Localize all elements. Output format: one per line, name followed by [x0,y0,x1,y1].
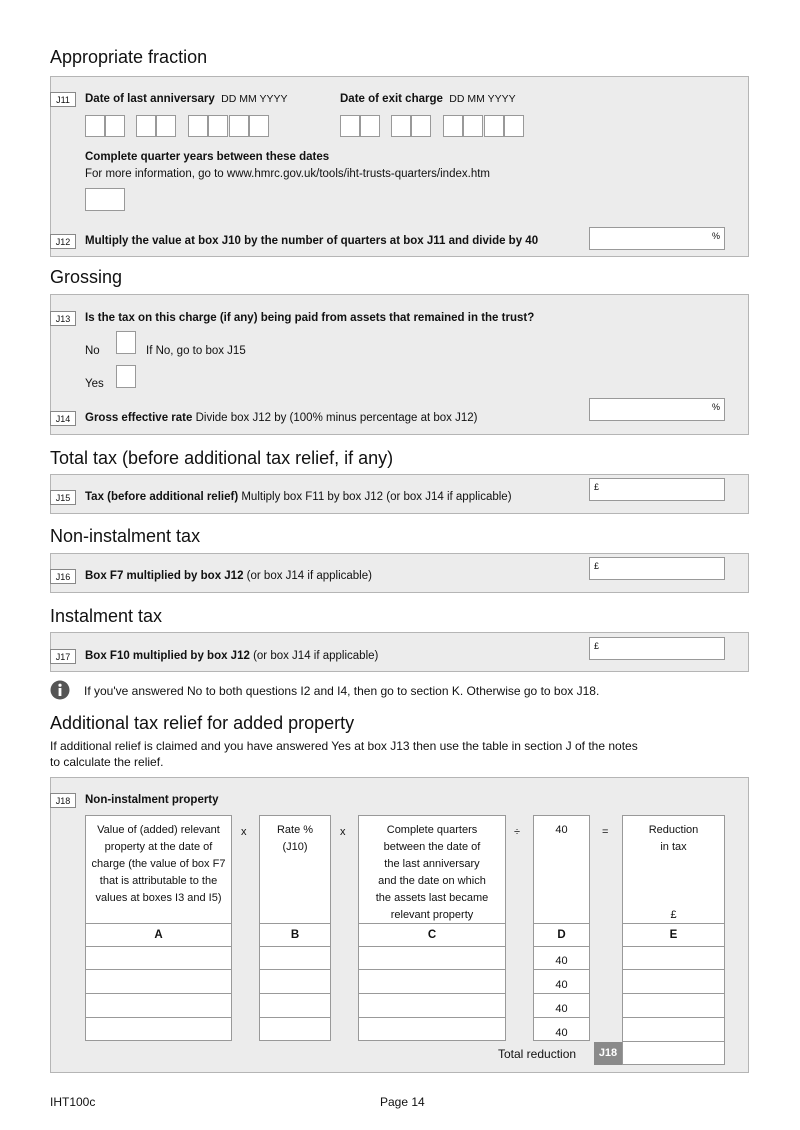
j14-input[interactable] [589,398,725,421]
row-1-input-a[interactable] [86,946,231,968]
exit-charge-month-digit-1[interactable] [391,115,411,137]
column-e-header-line: Reduction [648,824,699,836]
section-heading-total-tax: Total tax (before additional tax relief, if any) [50,448,394,468]
date-format-hint: DD MM YYYY [221,93,288,105]
column-a-header-line: values at boxes I3 and I5) [95,892,222,904]
row-divider [534,993,589,994]
last-anniversary-year-digit-1[interactable] [188,115,208,137]
box-tag-j17: J17 [50,649,76,664]
last-anniversary-year-digit-4[interactable] [249,115,269,137]
box-tag-j16: J16 [50,569,76,584]
last-anniversary-day-digit-2[interactable] [105,115,125,137]
column-b-header-line: Rate % [276,824,314,836]
row-3-input-c[interactable] [359,994,505,1016]
j15-label-rest: Multiply box F11 by box J12 (or box J14 if applicable) [238,491,512,503]
total-reduction-label: Total reduction [498,1047,577,1061]
form-id: IHT100c [50,1095,96,1109]
box-tag-j14: J14 [50,411,76,426]
quarters-input[interactable] [85,188,125,211]
column-e-header [623,822,724,856]
date-last-anniversary-label [85,93,287,105]
date-format-hint: DD MM YYYY [449,93,516,105]
section-heading-appropriate-fraction: Appropriate fraction [50,47,208,67]
j13-no-hint: If No, go to box J15 [146,345,246,357]
column-a-header [86,822,231,907]
section-heading-instalment: Instalment tax [50,606,163,626]
row-divider [534,969,589,970]
j14-label-rest: Divide box J12 by (100% minus percentage at box J12) [192,412,478,424]
j17-input[interactable] [589,637,725,660]
pound-unit: £ [670,909,677,921]
j17-label [85,650,378,662]
box-tag-j15: J15 [50,490,76,505]
column-e-letter: E [623,923,724,947]
equals-operator: = [602,826,609,838]
column-c-header-line: relevant property [390,909,474,921]
j16-input[interactable] [589,557,725,580]
exit-charge-month-digit-2[interactable] [411,115,431,137]
pound-unit: £ [594,561,600,571]
pound-unit: £ [594,482,600,492]
section-heading-additional-relief: Additional tax relief for added property [50,713,355,733]
column-b-header-line: (J10) [282,841,308,853]
quarters-info-text: For more information, go to www.hmrc.gov.uk/tools/iht-trusts-quarters/index.htm [85,168,490,180]
exit-charge-year-digit-2[interactable] [463,115,483,137]
j16-label-bold: Box F7 multiplied by box J12 [85,570,244,582]
column-c-header-line: and the date on which [378,875,486,887]
column-b-letter: B [260,923,330,947]
multiply-operator: x [241,826,247,838]
j14-label [85,412,478,424]
column-a-header-line: property at the date of [104,841,213,853]
column-d-value: 40 [555,1003,568,1015]
j15-label [85,491,512,503]
multiply-operator: x [340,826,346,838]
row-4-input-a[interactable] [86,1018,231,1040]
column-d-value: 40 [555,955,568,967]
column-d-letter: D [534,923,589,947]
row-4-input-b[interactable] [260,1018,330,1040]
j14-label-bold: Gross effective rate [85,412,193,424]
last-anniversary-year-digit-3[interactable] [229,115,249,137]
row-2-input-e[interactable] [623,970,724,992]
row-3-input-a[interactable] [86,994,231,1016]
section-heading-grossing: Grossing [50,267,123,287]
row-1-input-b[interactable] [260,946,330,968]
pound-unit: £ [594,641,600,651]
column-c-header-line: between the date of [383,841,481,853]
box-tag-j12: J12 [50,234,76,249]
last-anniversary-month-digit-2[interactable] [156,115,176,137]
row-3-input-e[interactable] [623,994,724,1016]
total-reduction-input[interactable] [623,1042,724,1064]
j16-label [85,570,372,582]
relief-intro-line-1: If additional relief is claimed and you have answered Yes at box J13 then use the table in section J of the notes [50,739,638,753]
column-a-header-line: that is attributable to the [99,875,218,887]
exit-charge-day-digit-2[interactable] [360,115,380,137]
column-d-value: 40 [555,1027,568,1039]
j13-no-label: No [85,345,100,357]
j16-label-rest: (or box J14 if applicable) [243,570,372,582]
row-3-input-b[interactable] [260,994,330,1016]
date-exit-charge-text: Date of exit charge [340,93,443,105]
exit-charge-year-digit-1[interactable] [443,115,463,137]
j18-title: Non-instalment property [85,794,219,806]
page-number: Page 14 [380,1095,425,1109]
column-e-header-line: in tax [660,841,687,853]
column-c-header-line: the assets last became [375,892,489,904]
column-b-header [260,822,330,856]
box-tag-j13: J13 [50,311,76,326]
j17-label-rest: (or box J14 if applicable) [249,650,379,662]
quarters-label: Complete quarter years between these dates [85,151,330,163]
column-c-header-line: the last anniversary [384,858,480,870]
percent-unit: % [711,231,720,241]
j13-question: Is the tax on this charge (if any) being paid from assets that remained in the trust? [85,312,535,324]
j12-input[interactable] [589,227,725,250]
section-heading-non-instalment: Non-instalment tax [50,526,201,546]
j13-no-checkbox[interactable] [116,331,136,354]
column-a-header-line: Value of (added) relevant [97,824,220,836]
column-c-header-line: Complete quarters [386,824,478,836]
row-1-input-e[interactable] [623,946,724,968]
j13-yes-checkbox[interactable] [116,365,136,388]
relief-intro-line-2: to calculate the relief. [50,755,164,769]
box-tag-j18: J18 [50,793,76,808]
row-4-input-c[interactable] [359,1018,505,1040]
box-tag-j11: J11 [50,92,76,107]
exit-charge-day-digit-1[interactable] [340,115,360,137]
j17-label-bold: Box F10 multiplied by box J12 [85,650,250,662]
column-d-value: 40 [555,979,568,991]
column-c-letter: C [359,923,505,947]
divide-operator: ÷ [514,826,521,838]
date-last-anniversary-text: Date of last anniversary [85,93,215,105]
last-anniversary-year-digit-2[interactable] [208,115,228,137]
j15-input[interactable] [589,478,725,501]
date-exit-charge-label [340,93,516,105]
j13-yes-label: Yes [85,378,104,390]
column-a-header-line: charge (the value of box F7 [91,858,226,870]
row-2-input-a[interactable] [86,970,231,992]
row-1-input-c[interactable] [359,946,505,968]
exit-charge-year-digit-3[interactable] [484,115,504,137]
exit-charge-year-digit-4[interactable] [504,115,524,137]
row-4-input-e[interactable] [623,1018,724,1040]
row-2-input-c[interactable] [359,970,505,992]
percent-unit: % [711,402,720,412]
info-icon [50,680,70,700]
last-anniversary-month-digit-1[interactable] [136,115,156,137]
column-d-header [534,822,589,839]
row-2-input-b[interactable] [260,970,330,992]
j12-label: Multiply the value at box J10 by the number of quarters at box J11 and divide by 40 [85,235,539,247]
column-d [533,815,590,1041]
row-divider [534,1017,589,1018]
column-c-header [359,822,505,924]
column-a-letter: A [86,923,231,947]
info-note: If you've answered No to both questions I2 and I4, then go to section K. Otherwise go to box J18. [84,684,600,698]
total-reduction-tag: J18 [594,1042,622,1065]
column-d-header-line: 40 [555,824,568,836]
last-anniversary-day-digit-1[interactable] [85,115,105,137]
j15-label-bold: Tax (before additional relief) [85,491,239,503]
